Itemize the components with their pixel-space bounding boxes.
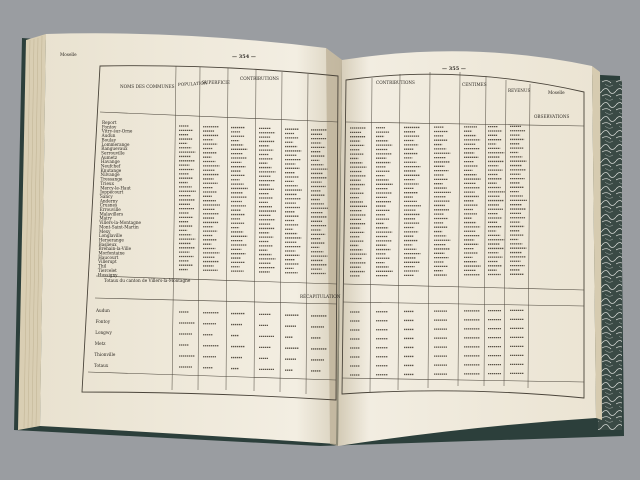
commune-name: Report (102, 120, 117, 125)
commune-name: Havange (100, 159, 120, 165)
commune-name: Thil (98, 263, 107, 269)
commune-name: Longlaville (98, 233, 123, 239)
commune-name: Ranguevaux (101, 146, 128, 152)
commune-name: Aumetz (101, 154, 118, 160)
commune-name: Baslieux (98, 241, 117, 247)
commune-name: Knutange (100, 167, 122, 173)
header-observations: OBSERVATIONS (534, 114, 570, 119)
left-canton-total: Totaux du canton de Villers-la-Montagne (104, 278, 191, 283)
summary-row-label: Audun (96, 308, 110, 313)
commune-name: Crusnes (99, 202, 118, 208)
right-page-number: — 355 — (442, 66, 466, 72)
commune-name: Herserange (98, 237, 124, 243)
commune-name: Villerupt (98, 259, 117, 265)
commune-name: Vitry-sur-Orne (101, 128, 133, 134)
commune-name: Tiercelet (97, 267, 117, 273)
commune-name: Morfontaine (98, 250, 125, 256)
commune-name: Mont-Saint-Martin (99, 224, 139, 230)
commune-name: Mairy (99, 215, 112, 221)
commune-name: Joppécourt (100, 189, 124, 195)
commune-name: Haucourt (98, 254, 119, 260)
commune-name: Trieux (100, 180, 114, 186)
commune-name: Villers-la-Montagne (99, 220, 142, 226)
header-contributions: CONTRIBUTIONS (240, 76, 279, 81)
commune-name: Nilvange (100, 172, 120, 178)
commune-name: Lommerange (101, 141, 130, 147)
commune-name: Audun (101, 133, 116, 139)
left-page-number: — 354 — (232, 54, 256, 60)
header-contributions-right: CONTRIBUTIONS (376, 80, 415, 85)
commune-name: Sancy (99, 193, 113, 199)
right-running-head-text: Moselle (548, 90, 565, 95)
commune-name: Mercy-le-Haut (100, 185, 131, 191)
commune-name: Errouville (99, 207, 121, 212)
commune-name: Fontoy (101, 124, 117, 130)
recap-section-title: RÉCAPITULATION (300, 294, 341, 299)
commune-name: Hussigny (97, 272, 118, 278)
summary-row-label: Longwy (95, 330, 112, 335)
summary-row-label: Fontoy (95, 319, 111, 324)
header-revenus: REVENUS (508, 88, 531, 93)
summary-row-label: Totaux (94, 363, 109, 368)
commune-name: Mexy (99, 228, 111, 234)
commune-name: Malavillers (99, 211, 124, 217)
commune-name: Neufchef (100, 163, 121, 169)
left-running-head-text: Moselle (60, 52, 77, 57)
header-superficie: SUPERFICIE (202, 80, 230, 85)
commune-name: Bréhain-la-Ville (98, 246, 132, 252)
commune-name: Serrouville (101, 150, 125, 156)
header-population: POPULATION (177, 80, 208, 87)
header-communes: NOMS DES COMMUNES (120, 84, 175, 89)
commune-name: Tressange (100, 176, 123, 182)
summary-row-label: Metz (94, 341, 106, 346)
summary-row-label: Thionville (94, 352, 116, 357)
commune-name: Boulay (101, 137, 117, 143)
commune-name: Anderny (99, 198, 118, 204)
header-centimes: CENTIMES (462, 82, 487, 87)
